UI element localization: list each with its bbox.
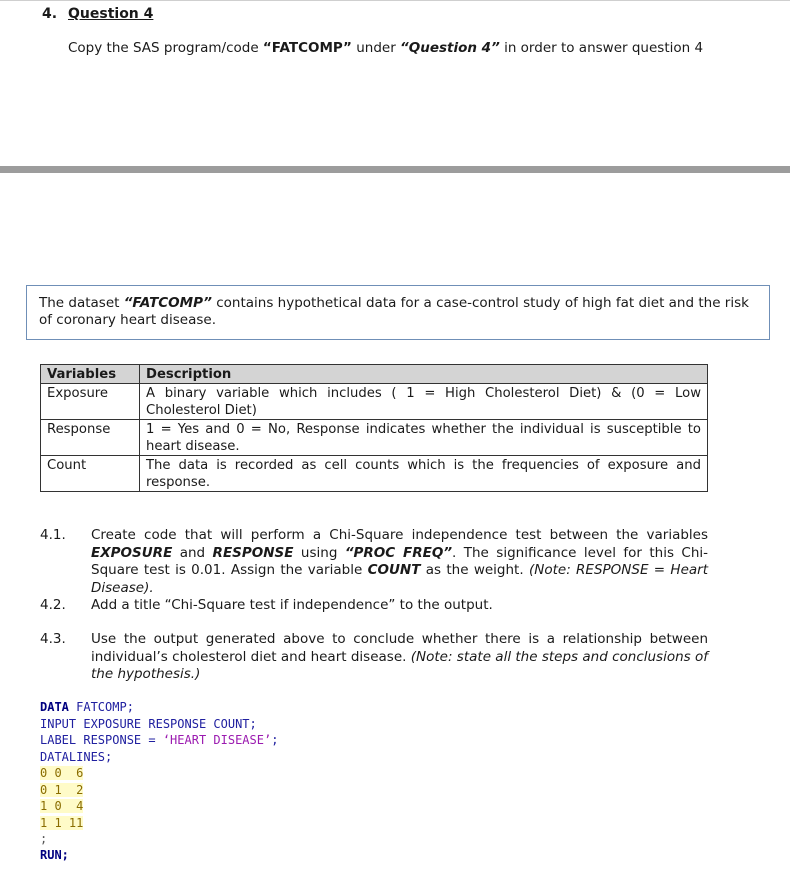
- intro-code-name: “FATCOMP”: [262, 40, 352, 56]
- question-number: 4.: [42, 6, 58, 22]
- note: (Note: state all the steps and conclusions of the hypothesis.): [91, 648, 708, 682]
- code-data-row: [40, 765, 83, 782]
- code-keyword: DATA: [40, 700, 69, 714]
- code-data-row: [40, 782, 83, 799]
- table-row: [41, 420, 708, 456]
- code-line-run: RUN;: [40, 848, 69, 862]
- subquestion-text: Add a title “Chi-Square test if independence” to the output.: [91, 597, 493, 613]
- emphasis: COUNT: [367, 562, 421, 578]
- text-run: . The significance level for this Chi-Square test is 0.01. Assign the variable: [91, 544, 708, 578]
- data-row-text: 1 1 11: [40, 815, 84, 830]
- text-run: and: [172, 544, 213, 561]
- code-line-semicolon: ;: [40, 832, 48, 846]
- note: (Note: RESPONSE = Heart Disease).: [91, 562, 709, 596]
- subquestion-number: 4.2.: [40, 597, 66, 613]
- text-run: Create code that will perform a Chi-Square independence test between the variables: [91, 527, 708, 543]
- question-intro: [68, 40, 703, 56]
- variable-cell: Exposure: [41, 384, 140, 420]
- subquestion-number: 4.3.: [40, 631, 66, 647]
- emphasis: “PROC FREQ”: [344, 544, 453, 561]
- question-title: Question 4: [68, 6, 154, 22]
- dataset-description-box: [26, 285, 770, 340]
- top-rule: [0, 0, 790, 1]
- code-line-label: [40, 732, 278, 749]
- emphasis: RESPONSE: [212, 544, 294, 561]
- variables-table: [40, 364, 708, 492]
- code-text: ;: [271, 733, 279, 747]
- subquestion-text: [91, 527, 708, 597]
- data-row-text: 0 0 6: [40, 766, 84, 780]
- dataset-name: “FATCOMP”: [123, 295, 212, 311]
- code-line-input: INPUT EXPOSURE RESPONSE COUNT;: [40, 716, 257, 731]
- description-cell: The data is recorded as cell counts which is the frequencies of exposure and response.: [140, 456, 708, 492]
- table-header: Description: [140, 365, 708, 384]
- code-line-datalines: DATALINES;: [40, 749, 113, 764]
- text-run: as the weight.: [420, 562, 529, 578]
- description-cell: A binary variable which includes ( 1 = High Cholesterol Diet) & (0 = Low Cholesterol Diet): [140, 384, 708, 420]
- intro-text: Copy the SAS program/code: [68, 40, 263, 56]
- table-row: [41, 384, 708, 420]
- description-cell: 1 = Yes and 0 = No, Response indicates whether the individual is susceptible to heart disease.: [140, 420, 708, 456]
- dataset-text: contains hypothetical data for a case-control study of high fat diet and the risk of coronary heart disease.: [39, 295, 749, 328]
- intro-text: in order to answer question 4: [499, 40, 704, 56]
- subquestion-text: [91, 631, 708, 684]
- code-string: ‘HEART DISEASE’: [162, 733, 272, 747]
- data-row-text: 0 1 2: [40, 782, 84, 797]
- table-header-row: [41, 365, 708, 384]
- code-data-row: [40, 815, 83, 832]
- code-line-data: [40, 699, 134, 716]
- emphasis: EXPOSURE: [91, 544, 173, 561]
- table-row: [41, 456, 708, 492]
- table-header: Variables: [41, 365, 140, 384]
- code-text: FATCOMP;: [68, 700, 134, 714]
- text-run: Use the output generated above to conclude whether there is a relationship between individual’s cholesterol diet and heart disease.: [91, 631, 708, 665]
- section-divider: [0, 166, 790, 173]
- variable-cell: Response: [41, 420, 140, 456]
- variable-cell: Count: [41, 456, 140, 492]
- text-run: using: [293, 544, 345, 561]
- intro-text: under: [351, 40, 401, 56]
- intro-question-ref: “Question 4”: [400, 40, 500, 56]
- code-data-row: [40, 798, 83, 815]
- code-text: LABEL RESPONSE =: [40, 733, 163, 747]
- subquestion-number: 4.1.: [40, 527, 66, 543]
- data-row-text: 1 0 4: [40, 799, 84, 813]
- dataset-text: The dataset: [39, 295, 124, 311]
